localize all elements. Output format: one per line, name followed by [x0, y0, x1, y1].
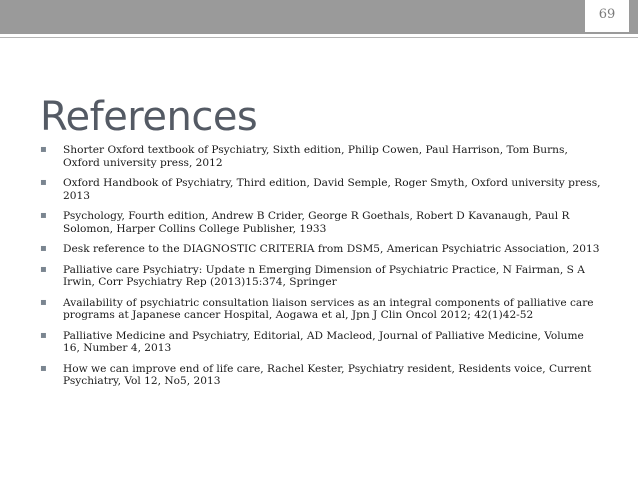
bullet-icon: ▪ [40, 362, 47, 374]
reference-item [36, 330, 602, 355]
reference-item [36, 297, 602, 322]
slide-title: References [40, 94, 258, 140]
reference-text: How we can improve end of life care, Rachel Kester, Psychiatry resident, Residents voice, Current Psychiatry, Vol 12, No5, 2013 [63, 362, 592, 387]
reference-item [36, 177, 602, 202]
reference-text: Palliative Medicine and Psychiatry, Editorial, AD Macleod, Journal of Palliative Medicine, Volume 16, Number 4, 2013 [63, 329, 584, 354]
reference-item [36, 144, 602, 169]
reference-text: Psychology, Fourth edition, Andrew B Crider, George R Goethals, Robert D Kavanaugh, Paul R Solomon, Harper Collins College Publisher, 1933 [63, 210, 570, 235]
reference-text: Availability of psychiatric consultation liaison services as an integral components of palliative care programs at Japanese cancer Hospital, Aogawa et al, Jpn J Clin Oncol 2012; 42(1)42-52 [63, 296, 594, 321]
page-number: 69 [598, 7, 616, 22]
reference-item [36, 363, 602, 388]
bullet-icon: ▪ [40, 329, 47, 341]
reference-item [36, 243, 602, 256]
reference-list [36, 144, 602, 396]
bullet-icon: ▪ [40, 243, 47, 254]
reference-text: Palliative care Psychiatry: Update n Emerging Dimension of Psychiatric Practice, N Fairman, S A Irwin, Corr Psychiatry Rep (2013)15:374, Springer [63, 263, 585, 288]
reference-text: Desk reference to the DIAGNOSTIC CRITERIA from DSM5, American Psychiatric Association, 2013 [63, 243, 600, 255]
reference-text: Oxford Handbook of Psychiatry, Third edition, David Semple, Roger Smyth, Oxford university press, 2013 [63, 177, 601, 202]
bullet-icon: ▪ [40, 177, 47, 188]
header-bar [0, 0, 638, 34]
page-number-box [584, 0, 630, 33]
bullet-icon: ▪ [40, 263, 47, 275]
reference-item [36, 264, 602, 289]
header-divider [0, 37, 638, 38]
reference-text: Shorter Oxford textbook of Psychiatry, Sixth edition, Philip Cowen, Paul Harrison, Tom Burns, Oxford university press, 2012 [63, 144, 568, 169]
bullet-icon: ▪ [40, 296, 47, 308]
bullet-icon: ▪ [40, 210, 47, 221]
bullet-icon: ▪ [40, 144, 47, 155]
reference-item [36, 210, 602, 235]
